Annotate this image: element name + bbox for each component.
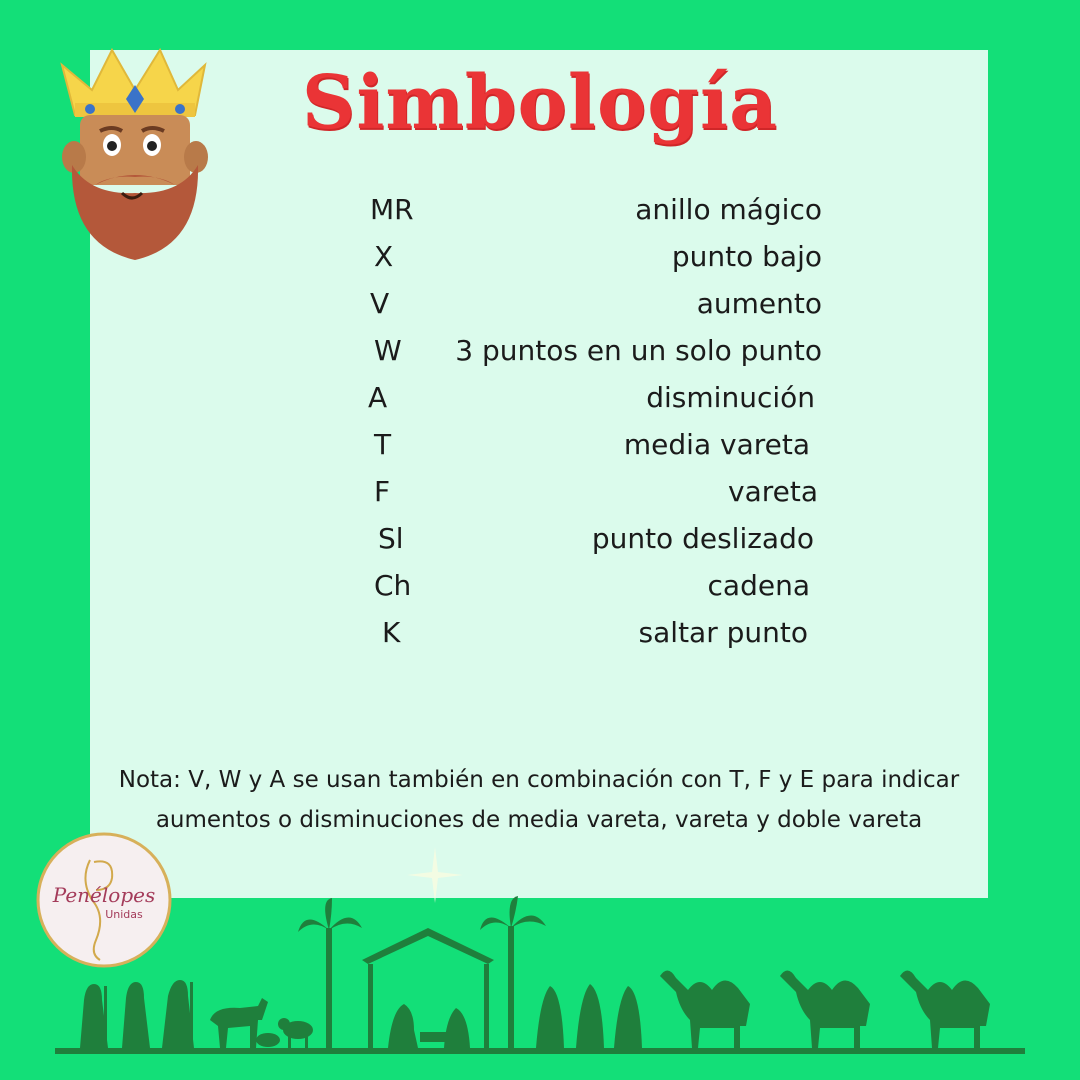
symbol-meaning: aumento bbox=[696, 287, 822, 320]
symbol-meaning: punto deslizado bbox=[591, 522, 814, 555]
symbol-code: X bbox=[374, 240, 394, 273]
symbol-meaning: media vareta bbox=[623, 428, 810, 461]
symbol-code: W bbox=[374, 334, 402, 367]
symbol-row bbox=[0, 378, 1080, 418]
symbol-code: MR bbox=[370, 193, 414, 226]
symbol-row bbox=[0, 284, 1080, 324]
symbol-code: V bbox=[370, 287, 390, 320]
symbol-row bbox=[0, 472, 1080, 512]
symbol-row bbox=[0, 237, 1080, 277]
note-text bbox=[90, 760, 988, 840]
symbol-row bbox=[0, 331, 1080, 371]
symbol-meaning: anillo mágico bbox=[635, 193, 822, 226]
symbol-meaning: disminución bbox=[646, 381, 815, 414]
logo-text-sub: Unidas bbox=[105, 908, 143, 921]
king-avatar-icon bbox=[50, 45, 220, 265]
symbol-code: F bbox=[374, 475, 391, 508]
symbol-row bbox=[0, 190, 1080, 230]
logo-text-main: Penélopes bbox=[52, 883, 156, 907]
symbol-code: K bbox=[382, 616, 401, 649]
symbol-row bbox=[0, 519, 1080, 559]
symbol-meaning: cadena bbox=[707, 569, 810, 602]
symbol-row bbox=[0, 613, 1080, 653]
note-line: Nota: V, W y A se usan también en combinación con T, F y E para indicar bbox=[118, 767, 960, 793]
symbol-code: A bbox=[368, 381, 388, 414]
symbol-row bbox=[0, 566, 1080, 606]
symbol-code: Sl bbox=[378, 522, 404, 555]
symbol-code: T bbox=[374, 428, 392, 461]
symbol-row bbox=[0, 425, 1080, 465]
symbol-meaning: 3 puntos en un solo punto bbox=[455, 334, 822, 367]
symbol-meaning: punto bajo bbox=[671, 240, 822, 273]
note-line: aumentos o disminuciones de media vareta, vareta y doble vareta bbox=[155, 807, 923, 833]
symbol-meaning: vareta bbox=[728, 475, 818, 508]
symbol-meaning: saltar punto bbox=[638, 616, 808, 649]
page-title: Simbología bbox=[301, 60, 779, 146]
penelopes-unidas-logo bbox=[34, 830, 174, 970]
symbol-code: Ch bbox=[374, 569, 412, 602]
